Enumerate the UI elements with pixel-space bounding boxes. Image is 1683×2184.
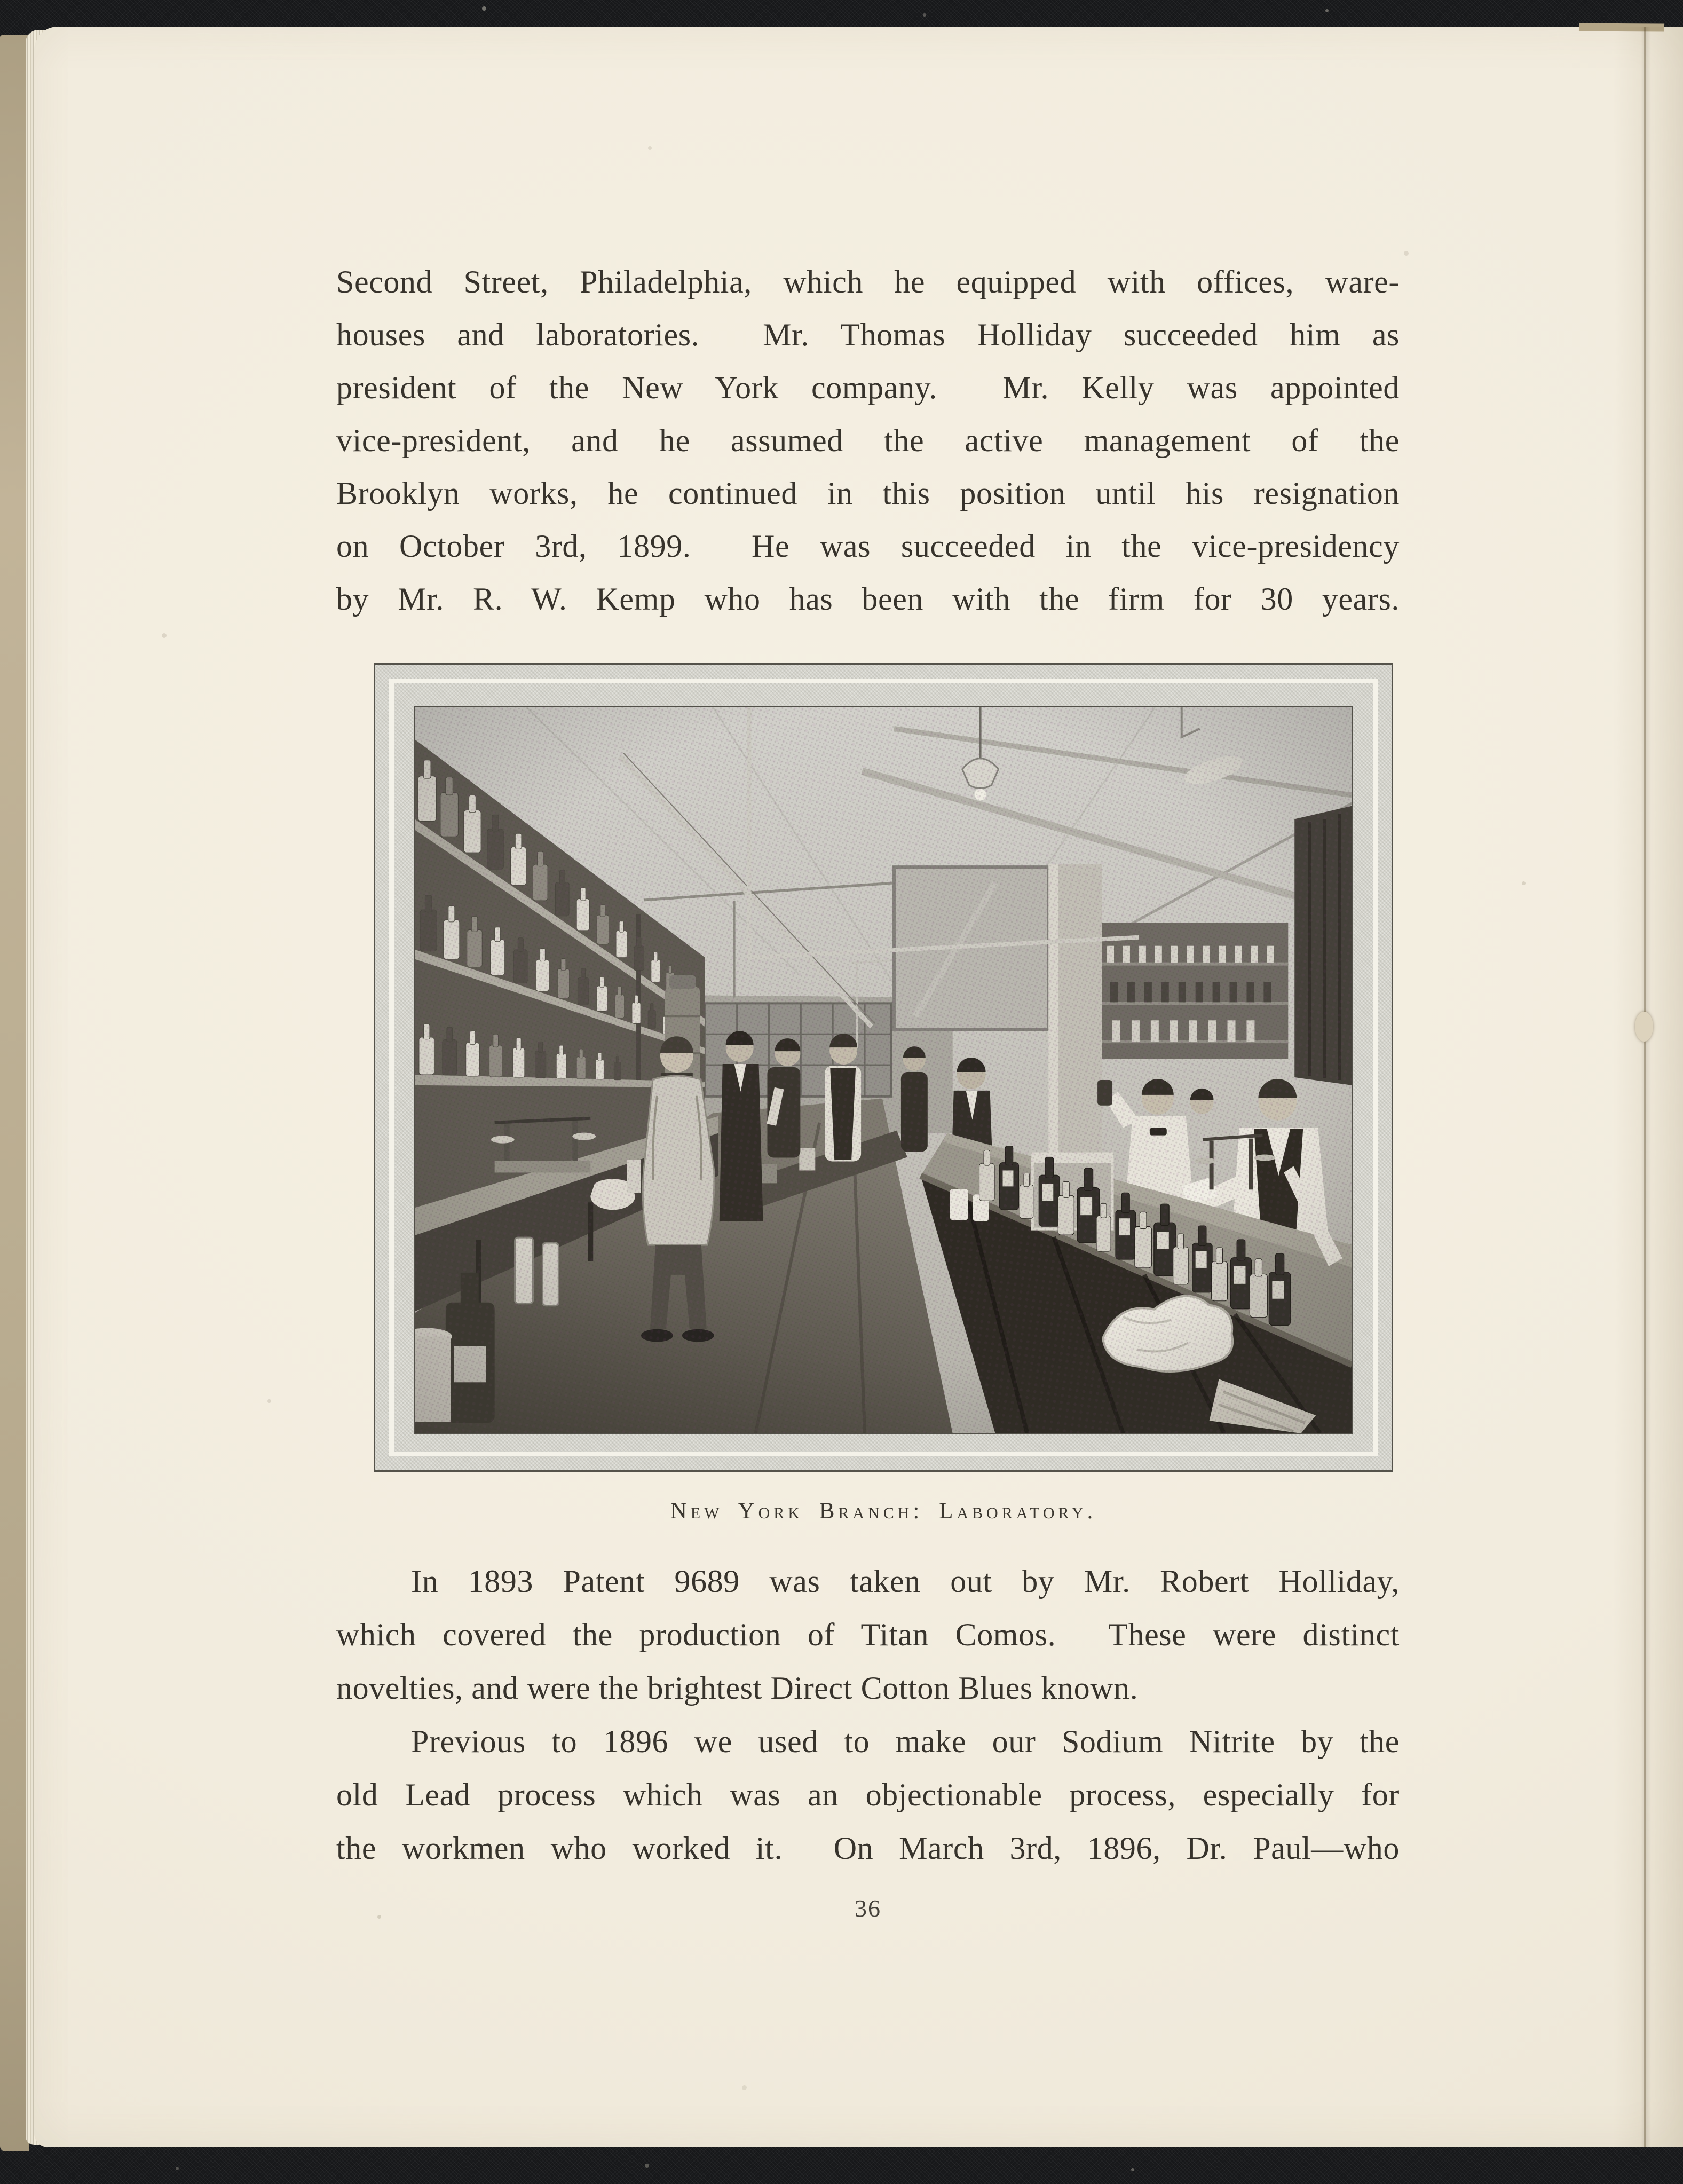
text-line: Second Street, Philadelphia, which he equipped with offices, ware- <box>336 264 1400 299</box>
text-line: on October 3rd, 1899. He was succeeded in the vice-presidency <box>336 529 1400 564</box>
text-line: by Mr. R. W. Kemp who has been with the firm for 30 years. <box>336 581 1400 617</box>
paper-nick <box>1635 1012 1653 1042</box>
paragraphs-2-3 <box>336 1555 1400 1875</box>
photo-caption: New York Branch: Laboratory. <box>670 1499 1097 1524</box>
text-line: the workmen who worked it. On March 3rd, 1896, Dr. Paul—who <box>336 1831 1400 1866</box>
text-line: old Lead process which was an objectionable process, especially for <box>336 1777 1400 1812</box>
paragraph-1 <box>336 256 1400 626</box>
gutter-crease <box>1644 27 1646 2147</box>
text-line: president of the New York company. Mr. Kelly was appointed <box>336 370 1400 405</box>
photo-plate <box>374 663 1393 1472</box>
text-line: Previous to 1896 we used to make our Sodium Nitrite by the <box>411 1724 1400 1759</box>
laboratory-photo-illustration <box>415 707 1352 1433</box>
gutter-shadow <box>1613 27 1683 2147</box>
text-line: houses and laboratories. Mr. Thomas Holliday succeeded him as <box>336 317 1400 352</box>
text-line: vice-president, and he assumed the active management of the <box>336 423 1400 458</box>
text-line: which covered the production of Titan Comos. These were distinct <box>336 1617 1400 1652</box>
page-number: 36 <box>855 1895 881 1922</box>
text-line: In 1893 Patent 9689 was taken out by Mr. Robert Holliday, <box>411 1564 1400 1599</box>
dust-specks <box>0 0 2 2</box>
text-line: Brooklyn works, he continued in this position until his resignation <box>336 476 1400 511</box>
book-fore-edge <box>0 35 29 2151</box>
text-line: novelties, and were the brightest Direct Cotton Blues known. <box>336 1670 1139 1706</box>
laboratory-photograph <box>414 706 1353 1434</box>
